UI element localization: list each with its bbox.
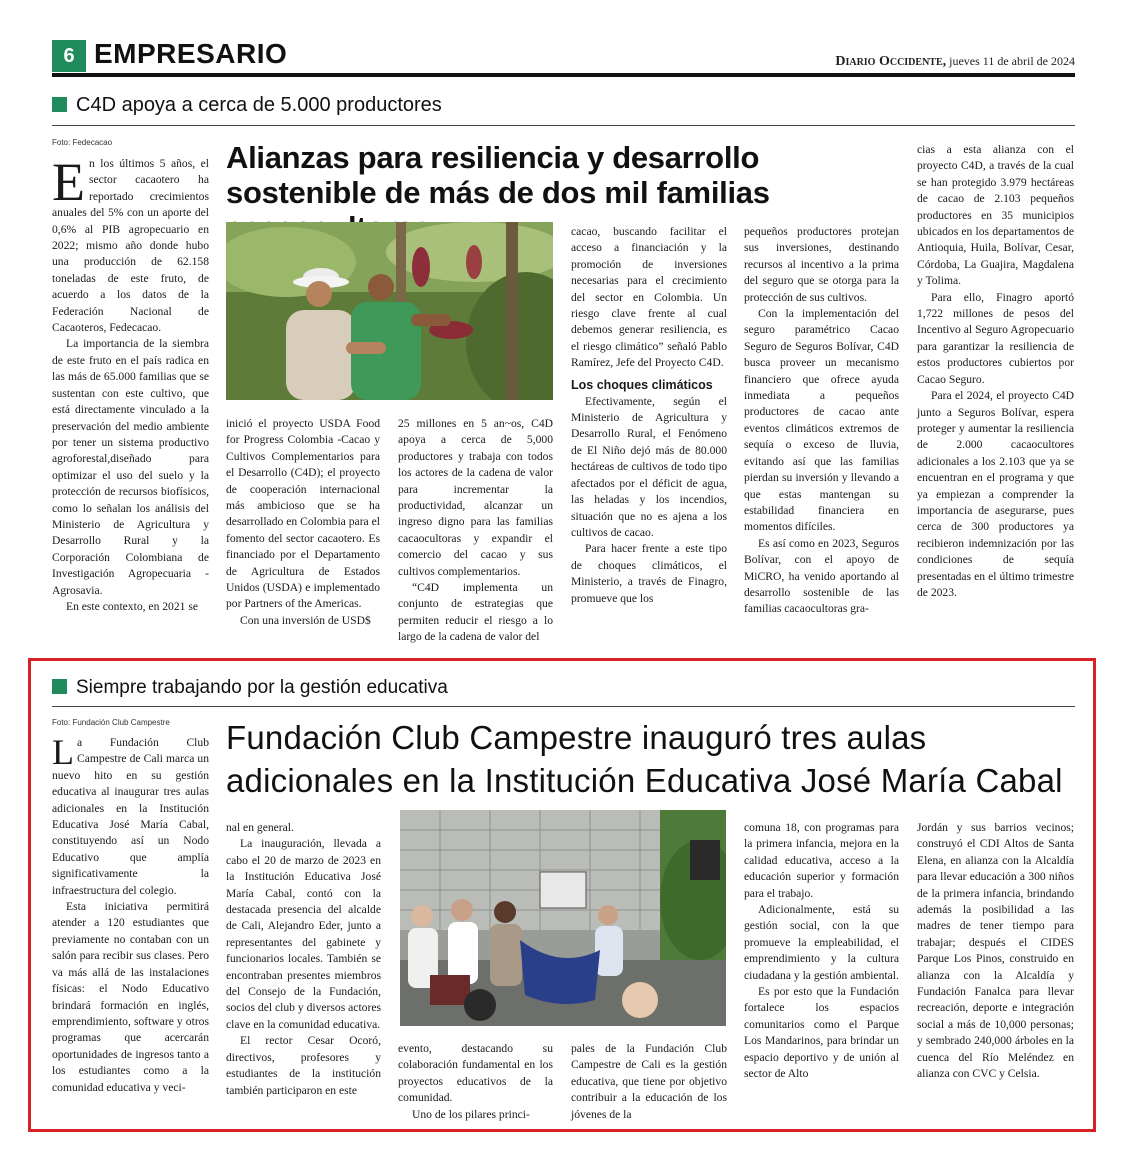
article1-paragraph: La importancia de la siembra de este fruto en el país radica en las más de 65.000 familias que se sustentan con este cultivo, que está directamente vinculado a la preservación del medio ambiente por tener un sistema productivo agroforestal,diseñado para optimizar el uso del suelo y la protección de recursos biofísicos, como lo señalan los análisis del Ministerio de Agricultura y Desarrollo Rural y la Corporación Colombiana de Investigación Agropecuaria - Agrosavia. xyxy=(52,337,209,597)
article2-paragraph: Uno de los pilares princi- xyxy=(412,1107,530,1121)
section-title: EMPRESARIO xyxy=(94,38,288,69)
article1-kicker xyxy=(52,94,442,117)
header-rule xyxy=(52,73,1075,77)
page-number: 6 xyxy=(52,40,86,72)
article2-paragraph: nal en general. xyxy=(226,821,294,834)
article1-photo-credit: Foto: Fedecacao xyxy=(52,138,113,147)
article1-column-3 xyxy=(398,416,553,646)
article1-paragraph: pequeños productores protejan sus inversiones, destinando recursos al incentivo a la prima del seguro que se otorga para la protección de sus cultivos. xyxy=(744,225,899,304)
article1-paragraph: Efectivamente, según el Ministerio de Agricultura y Desarrollo Rural, el Fenómeno de El Niño dejó más de 80.000 hectáreas de cultivos de todo tipo afectados por el déficit de agua, las heladas y los incendios, situación que no es ajena a los cultivos de cacao. xyxy=(571,394,727,539)
article1-paragraph: 25 millones en 5 an~os, C4D apoya a cerca de 5,000 productores y trabaja con todos los actores de la cadena de valor para incrementar la productividad, alcanzar un ingreso digno para las familias cacaocultoras y expandir el comercio del cacao y sus cultivos complementarios. xyxy=(398,417,553,578)
masthead-info xyxy=(835,54,1075,70)
article1-paragraph: Es así como en 2023, Seguros Bolívar, con el apoyo de MiCRO, ha venido aportando al desarrollo sostenible de las familias cacaocultoras gra- xyxy=(744,536,899,616)
article2-paragraph: Esta iniciativa permitirá atender a 120 estudiantes que previamente no contaban con un salón para recibir sus clases. Pero va más allá de las instalaciones físicas: el Nodo Educativo brindará formación en inglés, emprendimiento, software y otros programas que acercarán oportunidades de ingresos tanto a los estudiantes como a la comunidad educativa y veci- xyxy=(52,900,209,1094)
article2-paragraph: Adicionalmente, está su gestión social, con la que promueve la empleabilidad, el emprendimiento y la cultura ciudadana y la gestión ambiental. xyxy=(744,903,899,982)
cacao-farmers-photo xyxy=(226,222,553,400)
article1-headline: Alianzas para resiliencia y desarrollo sostenible de más de dos mil familias xyxy=(226,140,770,210)
article2-column-5 xyxy=(744,820,899,1083)
inauguration-photo xyxy=(400,810,726,1026)
article1-column-5 xyxy=(744,224,899,618)
article1-paragraph: inició el proyecto USDA Food for Progress Colombia -Cacao y Cultivos Complementarios para el Desarrollo (C4D); el proyecto de cooperación internacional más ambicioso que se ha desarrollado en Colombia para el fomento del sector cacaotero. Es financiado por el Departamento de Agricultura de Estados Unidos (USDA) e implementado por Partners of the Americas. xyxy=(226,417,380,611)
article2-paragraph: Es por esto que la Fundación fortalece los espacios comunitarios como el Parque Los Mandarinos, para brindar un espacio deportivo y de unión al sector de Alto xyxy=(744,985,899,1081)
article2-paragraph: La inauguración, llevada a cabo el 20 de marzo de 2023 en la Institución Educativa José María Cabal, contó con la destacada presencia del alcalde de Cali, Alejandro Eder, junto a representantes del gabinete y funcionarios locales. También se encontraban presentes miembros del Consejo de la Fundación, socios del club y diversos actores clave en la comunidad educativa. xyxy=(226,837,381,1031)
article2-paragraph: a Fundación Club Campestre de Cali marca un nuevo hito en su gestión educativa al inaugurar tres aulas adicionales en la Institución Educativa José María Cabal, constituyendo así un Nodo Educativo que amplía significativamente la infraestructura del colegio. xyxy=(52,736,209,897)
article1-column-2 xyxy=(226,416,380,629)
article2-headline: Fundación Club Campestre inauguró tres aulas adicionales en la Institución Educativa José María Cabal xyxy=(226,719,1063,799)
article2-column-3 xyxy=(398,1041,553,1123)
article2-column-2 xyxy=(226,820,381,1099)
article1-column-1 xyxy=(52,152,209,615)
article1-subhead: Los choques climáticos xyxy=(571,377,713,392)
article1-paragraph: cias a esta alianza con el proyecto C4D, a través de la cual se han protegido 3.979 hectáreas de cacao de 2.103 pequeños productores en 35 municipios ubicados en los departamentos de Antioquia, Huila, Bolívar, Cesar, Córdoba, La Guajira, Magdalena y Tolima. xyxy=(917,143,1074,288)
article2-paragraph: comuna 18, con programas para la primera infancia, mejora en la calidad educativa, acceso a la educación superior y formación para el trabajo. xyxy=(744,821,899,900)
article1-paragraph: Con una inversión de USD$ xyxy=(240,613,371,627)
article2-kicker xyxy=(52,677,448,699)
issue-date: jueves 11 de abril de 2024 xyxy=(949,54,1075,68)
article2-column-6 xyxy=(917,820,1074,1083)
article2-column-4 xyxy=(571,1041,727,1123)
article2-paragraph: Jordán y sus barrios vecinos; construyó el CDI Altos de Santa Elena, en alianza con la Alcaldía para llevar educación a 300 niños de la primera infancia, brindando además la posibilidad a las madres de tener tiempo para trabajar; después el CIDES Parque Los Pinos, construido en alianza con la Alcaldía y Fundación Fanalca para llevar recreación, deporte e integración social a más de 10,000 personas; y sembrado 240,000 árboles en la cuenca del Río Meléndez en alianza con CVC y Celsia. xyxy=(917,821,1074,1081)
article1-paragraph: “C4D implementa un conjunto de estrategias que permiten reducir el riesgo a lo largo de la cadena de valor del xyxy=(398,581,553,644)
article1-column-4 xyxy=(571,224,727,607)
drop-cap: E xyxy=(52,152,85,212)
article1-paragraph: n los últimos 5 años, el sector cacaotero ha reportado crecimientos anuales del 5% con un aporte del 0,6% al PIB agropecuario en 2022; mismo año donde hubo una producción de 62.158 toneladas de este fruto, de acuerdo a los datos de la Federación Nacional de Cacaoteros, Fedecacao. xyxy=(52,157,209,335)
article1-paragraph: Con la implementación del seguro paramétrico Cacao Seguro de Seguros Bolívar, C4D busca proveer un mecanismo financiero que ofrece ayuda inmediata a pequeños productores de cacao ante eventos climáticos extremos de sequía o exceso de lluvia, evitando así que las familias pierdan su inversión y llevando a que estas mantengan su estabilidad financiera en momentos difíciles. xyxy=(744,307,899,534)
paper-name: Diario Occidente, xyxy=(835,54,947,69)
article1-paragraph: En este contexto, en 2021 se xyxy=(66,599,199,613)
article1-paragraph: Para ello, Finagro aportó 1,722 millones de pesos del Incentivo al Seguro Agropecuario para garantizar la resiliencia de estos productores cubiertos por Cacao Seguro. xyxy=(917,290,1074,386)
article1-column-6 xyxy=(917,142,1074,601)
article2-kicker-text: Siempre trabajando por la gestión educativa xyxy=(76,677,448,698)
article1-paragraph: Para el 2024, el proyecto C4D junto a Seguros Bolívar, espera proteger y aumentar la resiliencia de 2.000 cacaocultores adicionales a los 2.103 que ya se encuentran en el programa y que ya empiezan a comprender la importancia de asegurarse, pues cerca de 300 productores ya recibieron indemnización por las condiciones de sequía presentadas en el último trimestre de 2023. xyxy=(917,389,1074,599)
inauguration-photo-illustration xyxy=(400,810,726,1026)
kicker-square-icon xyxy=(52,97,67,112)
article1-rule xyxy=(52,125,1075,126)
article2-paragraph: evento, destacando su colaboración fundamental en los proyectos educativos de la comunidad. xyxy=(398,1042,553,1105)
article2-rule xyxy=(52,706,1075,707)
article1-paragraph: Para hacer frente a este tipo de choques climáticos, el Ministerio, a través de Finagro, promueve que los xyxy=(571,542,727,605)
article2-photo-credit: Foto: Fundación Club Campestre xyxy=(52,718,170,727)
drop-cap: L xyxy=(52,732,74,772)
article2-paragraph: pales de la Fundación Club Campestre de Cali es la gestión educativa, que tiene por objetivo contribuir a la educación de los jóvenes de la xyxy=(571,1042,727,1121)
article2-column-1 xyxy=(52,732,209,1096)
kicker-square-icon xyxy=(52,679,67,694)
article1-paragraph: cacao, buscando facilitar el acceso a financiación y la promoción de inversiones necesarias para el crecimiento del sector en Colombia. Un riesgo clave frente al cual debemos generar resiliencia, es el riesgo climático” señaló Pablo Ramírez, Jefe del Proyecto C4D. xyxy=(571,225,727,370)
cacao-photo-illustration xyxy=(226,222,553,400)
article1-kicker-text: C4D apoya a cerca de 5.000 productores xyxy=(76,94,442,116)
article2-paragraph: El rector Cesar Ocoró, directivos, profesores y estudiantes de la institución también participaron en este xyxy=(226,1034,381,1097)
